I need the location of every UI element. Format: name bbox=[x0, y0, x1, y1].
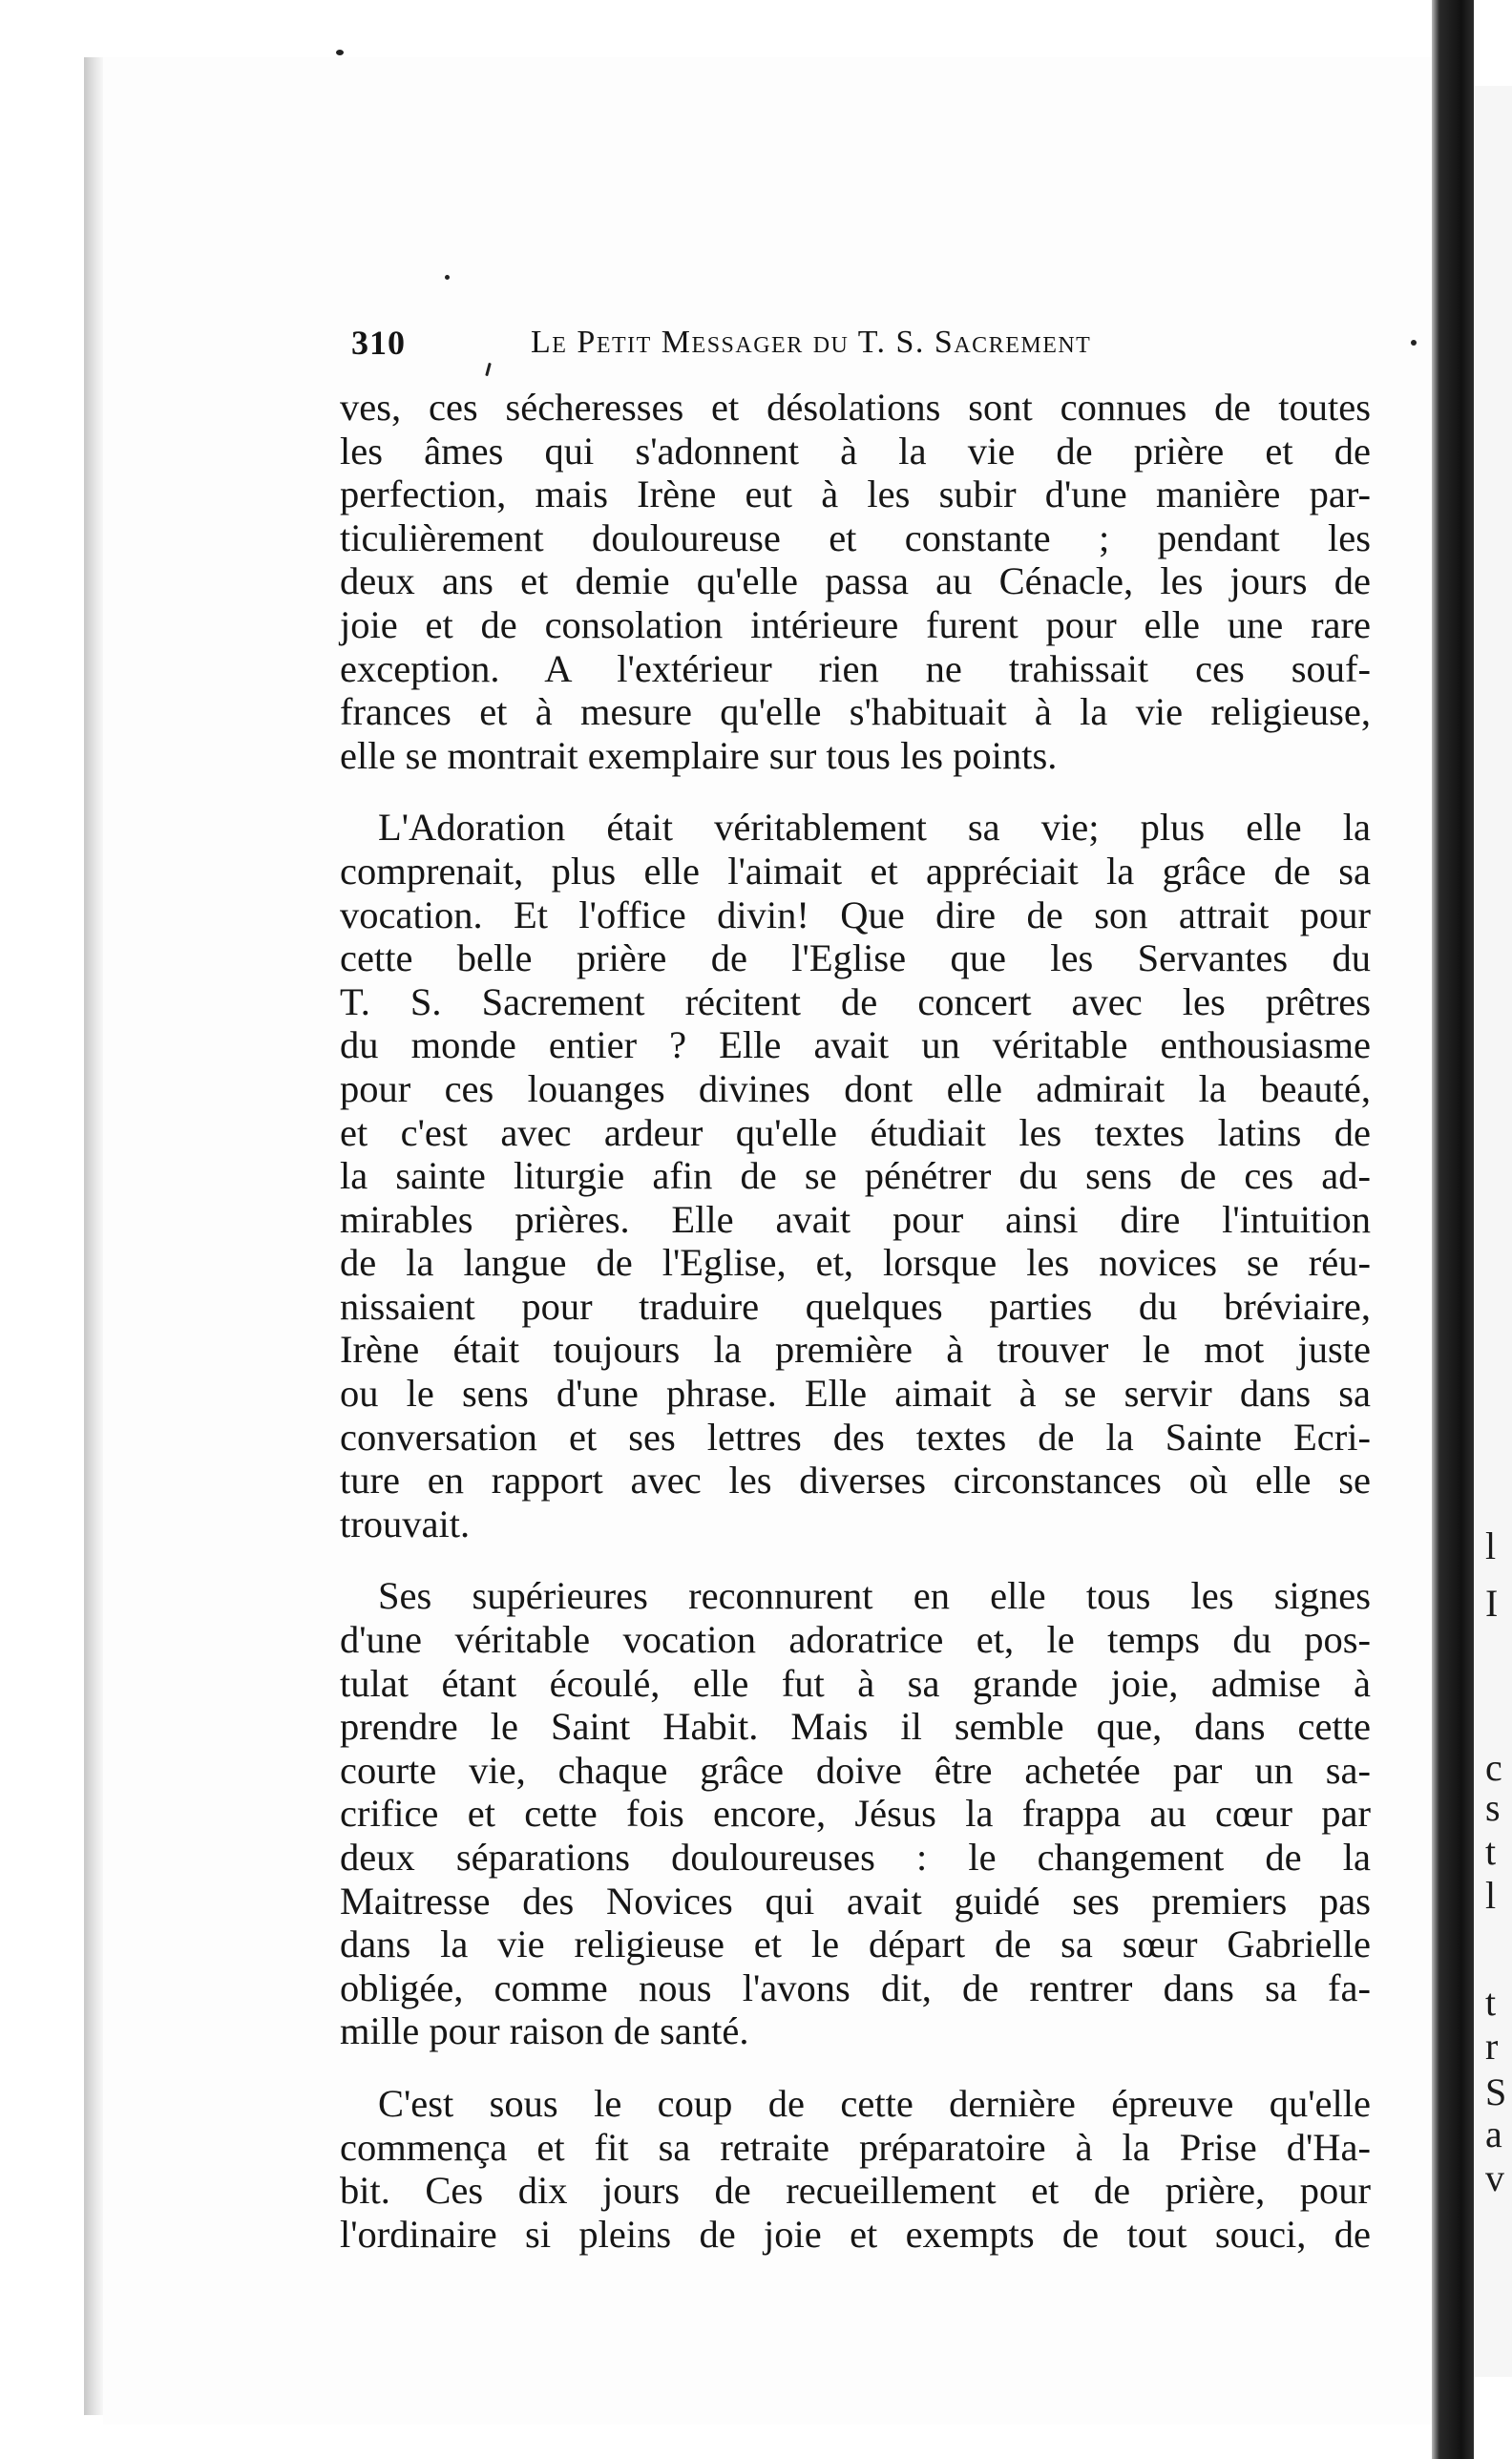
text-line: frances et à mesure qu'elle s'habituait à la vie religieuse, bbox=[340, 690, 1371, 734]
paragraph bbox=[340, 386, 1371, 777]
next-page-letter: v bbox=[1485, 2156, 1504, 2199]
text-line: pour ces louanges divines dont elle admirait la beauté, bbox=[340, 1066, 1371, 1110]
running-title: Le Petit Messager du T. S. Sacrement bbox=[531, 325, 1092, 360]
text-line: du monde entier ? Elle avait un véritable enthousiasme bbox=[340, 1023, 1371, 1067]
next-page-letter: t bbox=[1485, 1981, 1497, 2024]
text-line: commença et fit sa retraite préparatoire à la Prise d'Ha- bbox=[340, 2125, 1371, 2169]
text-line: et c'est avec ardeur qu'elle étudiait les textes latins de bbox=[340, 1110, 1371, 1154]
next-page-letter: l bbox=[1485, 1524, 1497, 1567]
text-line: de la langue de l'Eglise, et, lorsque les novices se réu- bbox=[340, 1241, 1371, 1285]
text-line: conversation et ses lettres des textes de la Sainte Ecri- bbox=[340, 1415, 1371, 1459]
running-header bbox=[351, 323, 1210, 370]
paragraph-gap bbox=[340, 1545, 1371, 1574]
scan-speck bbox=[445, 275, 450, 280]
text-line: tulat étant écoulé, elle fut à sa grande joie, admise à bbox=[340, 1661, 1371, 1705]
binding-shadow-left bbox=[84, 57, 105, 2415]
text-line: mirables prières. Elle avait pour ainsi dire l'intuition bbox=[340, 1197, 1371, 1241]
next-page-letter: S bbox=[1485, 2070, 1507, 2113]
text-line: joie et de consolation intérieure furent pour elle une rare bbox=[340, 602, 1371, 646]
next-page-letter: r bbox=[1485, 2025, 1499, 2068]
next-page-letter: t bbox=[1485, 1830, 1497, 1873]
binding-gutter-right bbox=[1432, 0, 1474, 2459]
text-line: crifice et cette fois encore, Jésus la frappa au cœur par bbox=[340, 1792, 1371, 1836]
text-line: deux ans et demie qu'elle passa au Cénacle, les jours de bbox=[340, 559, 1371, 603]
text-line: perfection, mais Irène eut à les subir d'une manière par- bbox=[340, 473, 1371, 516]
paragraph bbox=[340, 2082, 1371, 2256]
next-page-letter: c bbox=[1485, 1746, 1502, 1789]
text-line: la sainte liturgie afin de se pénétrer du sens de ces ad- bbox=[340, 1154, 1371, 1198]
text-line: bit. Ces dix jours de recueillement et de prière, pour bbox=[340, 2169, 1371, 2213]
paragraph bbox=[340, 806, 1371, 1545]
next-page-letter: l bbox=[1485, 1874, 1497, 1917]
text-line: obligée, comme nous l'avons dit, de rentrer dans sa fa- bbox=[340, 1965, 1371, 2009]
next-page-letter: a bbox=[1485, 2112, 1502, 2155]
text-line: ture en rapport avec les diverses circonstances où elle se bbox=[340, 1459, 1371, 1503]
text-line: nissaient pour traduire quelques parties du bréviaire, bbox=[340, 1284, 1371, 1328]
text-line: ves, ces sécheresses et désolations sont connues de toutes bbox=[340, 386, 1371, 429]
text-line: L'Adoration était véritablement sa vie; plus elle la bbox=[378, 806, 1371, 850]
text-line: vocation. Et l'office divin! Que dire de son attrait pour bbox=[340, 893, 1371, 936]
text-line: courte vie, chaque grâce doive être achetée par un sa- bbox=[340, 1748, 1371, 1792]
text-line: prendre le Saint Habit. Mais il semble que, dans cette bbox=[340, 1705, 1371, 1749]
scan-speck bbox=[336, 50, 344, 55]
text-line: Irène était toujours la première à trouver le mot juste bbox=[340, 1328, 1371, 1372]
text-line: C'est sous le coup de cette dernière épreuve qu'elle bbox=[378, 2081, 1371, 2125]
text-line: ou le sens d'une phrase. Elle aimait à se servir dans sa bbox=[340, 1372, 1371, 1416]
text-line: Ses supérieures reconnurent en elle tous les signes bbox=[378, 1574, 1371, 1618]
text-line: elle se montrait exemplaire sur tous les points. bbox=[340, 733, 1058, 777]
text-line: trouvait. bbox=[340, 1502, 471, 1545]
paragraph bbox=[340, 1574, 1371, 2053]
text-line: comprenait, plus elle l'aimait et appréciait la grâce de sa bbox=[340, 849, 1371, 893]
text-line: dans la vie religieuse et le départ de sa sœur Gabrielle bbox=[340, 1923, 1371, 1966]
text-line: les âmes qui s'adonnent à la vie de prière et de bbox=[340, 429, 1371, 473]
text-line: l'ordinaire si pleins de joie et exempts de tout souci, de bbox=[340, 2212, 1371, 2256]
paragraph-gap bbox=[340, 2053, 1371, 2082]
next-page-letter: s bbox=[1485, 1786, 1501, 1829]
next-page-letter: I bbox=[1485, 1582, 1499, 1625]
text-line: deux séparations douloureuses : le changement de la bbox=[340, 1836, 1371, 1879]
text-line: T. S. Sacrement récitent de concert avec les prêtres bbox=[340, 979, 1371, 1023]
text-line: Maitresse des Novices qui avait guidé ses premiers pas bbox=[340, 1879, 1371, 1923]
text-line: mille pour raison de santé. bbox=[340, 2009, 749, 2053]
text-line: exception. A l'extérieur rien ne trahissait ces souf- bbox=[340, 646, 1371, 690]
text-line: d'une véritable vocation adoratrice et, le temps du pos- bbox=[340, 1618, 1371, 1662]
text-line: ticulièrement douloureuse et constante ; pendant les bbox=[340, 515, 1371, 559]
page-number: 310 bbox=[351, 324, 406, 362]
text-line: cette belle prière de l'Eglise que les Servantes du bbox=[340, 936, 1371, 980]
paragraph-gap bbox=[340, 777, 1371, 806]
body-text bbox=[340, 386, 1371, 2256]
scan-speck bbox=[1411, 340, 1417, 346]
